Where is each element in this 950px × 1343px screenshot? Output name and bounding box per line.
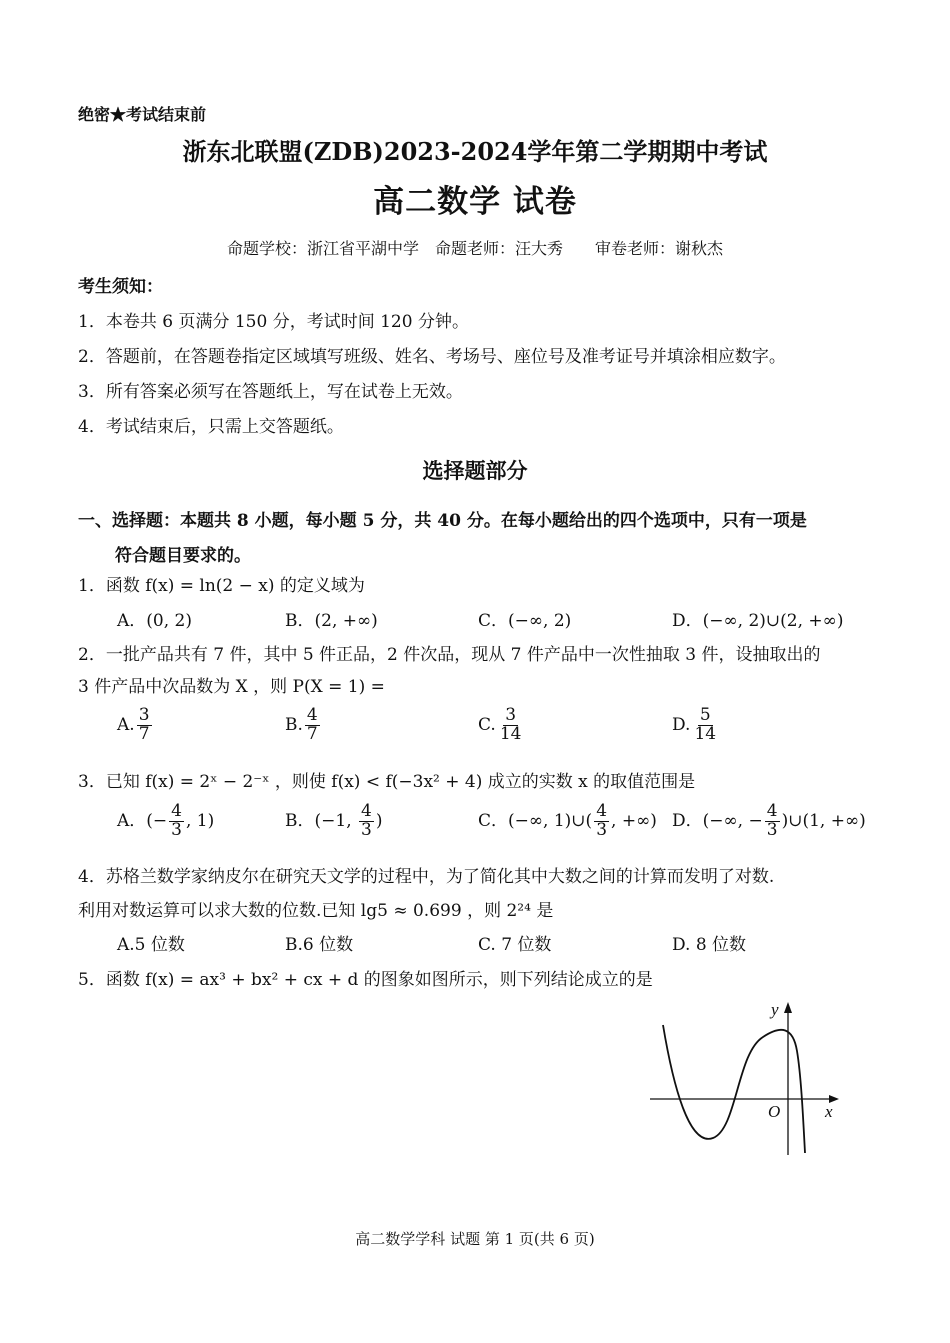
option-prefix: (−∞, 1)∪( xyxy=(508,810,593,831)
denominator: 3 xyxy=(361,819,372,840)
denominator: 7 xyxy=(138,723,150,744)
y-axis-label: y xyxy=(771,1000,779,1019)
q3-option-d xyxy=(672,803,866,840)
q4-option-b: B.6 位数 xyxy=(285,935,354,955)
option-suffix: ) xyxy=(375,810,383,831)
q5-cubic-graph xyxy=(645,995,850,1165)
q1-option-d: D．(−∞, 2)∪(2, +∞) xyxy=(672,611,844,631)
q2-option-a xyxy=(117,707,154,744)
origin-label: O xyxy=(768,1102,781,1121)
option-label: D． xyxy=(672,810,703,831)
notice-item: 3．所有答案必须写在答题纸上，写在试卷上无效。 xyxy=(78,382,463,402)
authors-line: 命题学校：浙江省平湖中学 命题老师：汪大秀 审卷老师：谢秋杰 xyxy=(226,239,723,258)
fraction xyxy=(137,707,152,744)
q4-stem-cont: 利用对数运算可以求大数的位数.已知 lg5 ≈ 0.699 ，则 2²⁴ 是 xyxy=(78,901,554,921)
denominator: 14 xyxy=(499,723,522,744)
fraction xyxy=(594,803,609,840)
option-prefix: (−1, xyxy=(314,810,357,831)
q2-option-d xyxy=(672,707,720,744)
fraction xyxy=(692,707,718,744)
fraction xyxy=(498,707,524,744)
subject-title: 高二数学 试卷 xyxy=(373,184,577,220)
denominator: 14 xyxy=(694,723,717,744)
option-label: A． xyxy=(117,810,147,831)
option-suffix: )∪(1, +∞) xyxy=(781,810,866,831)
q4-option-d: D. 8 位数 xyxy=(672,935,747,955)
q1-option-c: C．(−∞, 2) xyxy=(478,611,572,631)
notice-item: 1．本卷共 6 页满分 150 分，考试时间 120 分钟。 xyxy=(78,312,469,332)
q4-stem: 4．苏格兰数学家纳皮尔在研究天文学的过程中，为了简化其中大数之间的计算而发明了对数. xyxy=(78,867,775,887)
section-instruction-cont: 符合题目要求的。 xyxy=(115,546,251,566)
fraction xyxy=(169,803,184,840)
option-label: C． xyxy=(478,810,509,831)
numerator: 4 xyxy=(171,801,182,821)
option-prefix: (− xyxy=(146,810,168,831)
q2-stem-cont: 3 件产品中次品数为 X ，则 P(X = 1) = xyxy=(78,677,385,697)
denominator: 7 xyxy=(306,723,318,744)
option-label: A. xyxy=(117,714,135,735)
denominator: 3 xyxy=(766,819,778,840)
section-instruction: 一、选择题：本题共 8 小题，每小题 5 分，共 40 分。在每小题给出的四个选项中，只有一项是 xyxy=(78,511,807,531)
notice-item: 2．答题前，在答题卷指定区域填写班级、姓名、考场号、座位号及准考证号并填涂相应数字。 xyxy=(78,347,786,367)
q1-option-b: B．(2, +∞) xyxy=(285,611,378,631)
denominator: 3 xyxy=(171,819,182,840)
x-axis-label: x xyxy=(825,1102,833,1121)
numerator: 5 xyxy=(699,705,711,725)
page-footer: 高二数学学科 试题 第 1 页(共 6 页) xyxy=(355,1230,595,1248)
numerator: 3 xyxy=(138,705,150,725)
numerator: 4 xyxy=(306,705,318,725)
q3-option-c xyxy=(478,803,657,840)
numerator: 4 xyxy=(596,801,608,821)
q4-option-a: A.5 位数 xyxy=(117,935,185,955)
option-label: B. xyxy=(285,714,303,735)
option-label: C. xyxy=(478,714,496,735)
denominator: 3 xyxy=(596,819,608,840)
option-suffix: , +∞) xyxy=(611,810,657,831)
fraction xyxy=(359,803,374,840)
q2-option-b xyxy=(285,707,322,744)
q1-option-a: A．(0, 2) xyxy=(117,611,192,631)
option-suffix: , 1) xyxy=(186,810,215,831)
q2-option-c xyxy=(478,707,525,744)
q3-option-a xyxy=(117,803,214,840)
option-label: D. xyxy=(672,714,691,735)
q2-stem: 2．一批产品共有 7 件，其中 5 件正品，2 件次品，现从 7 件产品中一次性抽取 3 件，设抽取出的 xyxy=(78,645,821,665)
q3-stem: 3．已知 f(x) = 2ˣ − 2⁻ˣ ，则使 f(x) < f(−3x² + 4) 成立的实数 x 的取值范围是 xyxy=(78,772,696,792)
y-axis-arrow-icon xyxy=(784,1002,792,1013)
section-title: 选择题部分 xyxy=(422,458,528,483)
q3-option-b xyxy=(285,803,382,840)
fraction xyxy=(765,803,780,840)
q5-stem: 5．函数 f(x) = ax³ + bx² + cx + d 的图象如图所示，则下列结论成立的是 xyxy=(78,970,653,990)
cubic-curve xyxy=(663,1025,805,1153)
option-label: B． xyxy=(285,810,315,831)
option-prefix: (−∞, − xyxy=(702,810,763,831)
secret-label: 绝密★考试结束前 xyxy=(78,105,207,124)
q1-stem: 1．函数 f(x) = ln(2 − x) 的定义域为 xyxy=(78,576,365,596)
q4-option-c: C. 7 位数 xyxy=(478,935,552,955)
notice-title: 考生须知： xyxy=(78,277,163,297)
numerator: 3 xyxy=(505,705,517,725)
exam-title: 浙东北联盟(ZDB)2023-2024学年第二学期期中考试 xyxy=(182,137,768,166)
fraction xyxy=(305,707,320,744)
numerator: 4 xyxy=(361,801,372,821)
notice-item: 4．考试结束后，只需上交答题纸。 xyxy=(78,417,344,437)
numerator: 4 xyxy=(766,801,778,821)
